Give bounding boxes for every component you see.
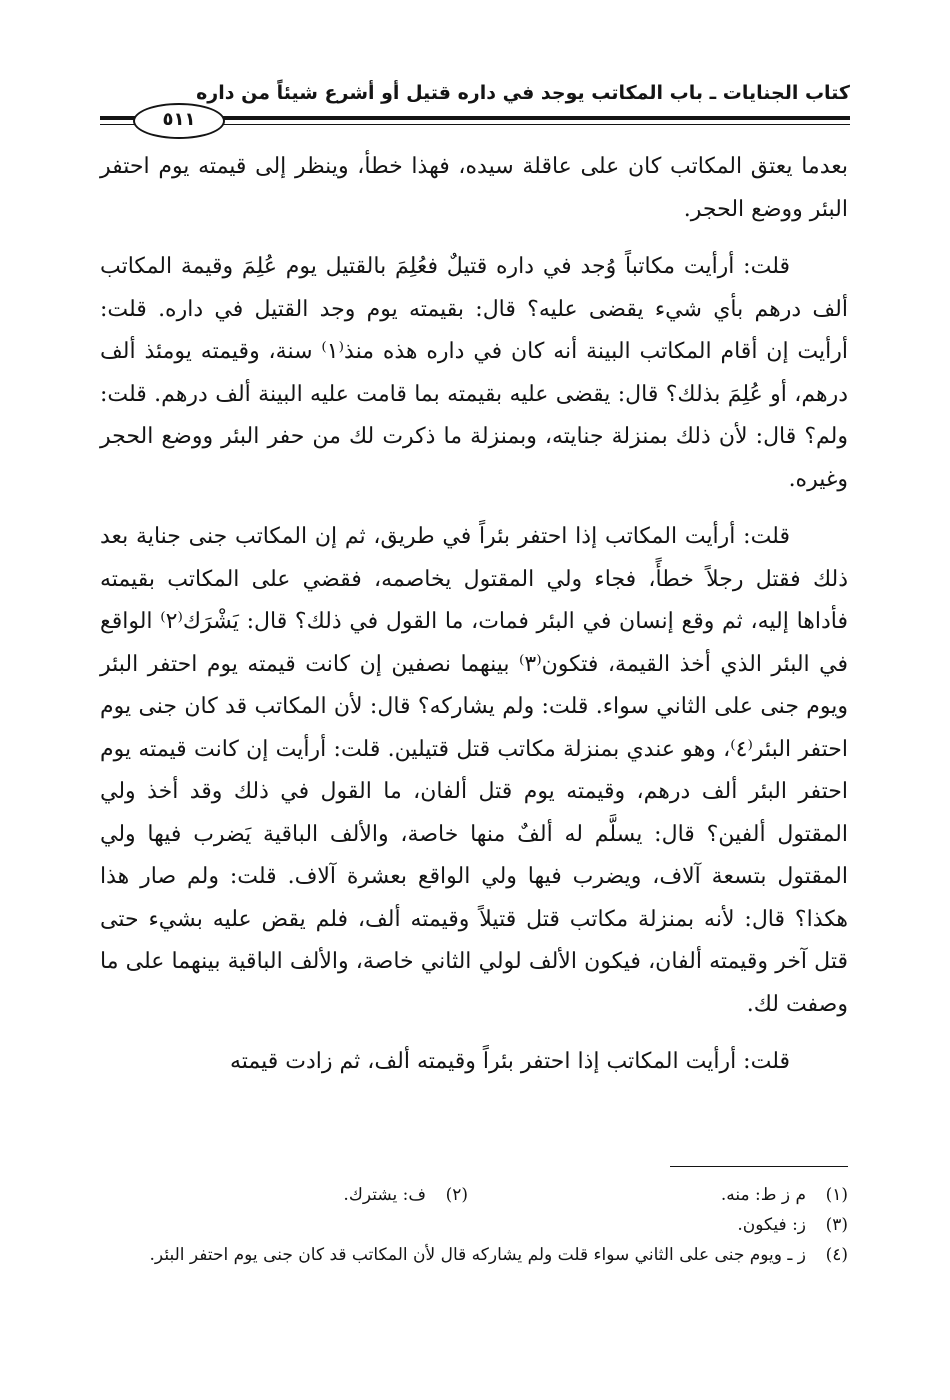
footnote-row <box>100 1180 848 1210</box>
footnote-number: (٤) <box>825 1245 848 1265</box>
footnote-number: (٢) <box>445 1185 468 1205</box>
paragraph: قلت: أرأيت المكاتب إذا احتفر بئراً في طريق، ثم إن المكاتب جنى جناية بعد ذلك فقتل رجلاً خطأً، فجاء ولي المقتول يخاصمه، فقضي على المكاتب بقيمته فأداها إليه، ثم وقع إنسان في البئر فمات، ما القول في ذلك؟ قال: يَشْرَك⁽٢⁾ الواقع في البئر الذي أخذ القيمة، فتكون⁽٣⁾ بينهما نصفين إن كانت قيمته يوم احتفر البئر ويوم جنى على الثاني سواء. قلت: ولم يشاركه؟ قال: لأن المكاتب قد كان جنى يوم احتفر البئر⁽٤⁾، وهو عندي بمنزلة مكاتب قتل قتيلين. قلت: أرأيت إن كانت قيمته يوم احتفر البئر ألف درهم، وقيمته يوم قتل ألفان، ما القول في ذلك وقد أخذ ولي المقتول ألفين؟ قال: يسلَّم له ألفٌ منها خاصة، والألف الباقية يَضرب فيها ولي المقتول بتسعة آلاف، ويضرب فيها ولي الواقع بعشرة آلاف. قلت: ولم صار هذا هكذا؟ قال: لأنه بمنزلة مكاتب قتل قتيلاً وقيمته ألف، فلم يقض عليه بشيء حتى قتل آخر وقيمته ألفان، فيكون الألف لولي الثاني خاصة، والألف الباقية بينهما على ما وصفت لك. <box>100 524 848 1017</box>
footnote-number: (٣) <box>825 1215 848 1235</box>
footnote-3 <box>100 1210 848 1240</box>
footnote-number: (١) <box>825 1185 848 1205</box>
footnote-text: ز: فيكون. <box>737 1215 806 1235</box>
footnote-text: ز ـ ويوم جنى على الثاني سواء قلت ولم يشاركه قال لأن المكاتب قد كان جنى يوم احتفر البئر. <box>149 1245 806 1265</box>
footnote-1 <box>468 1180 848 1210</box>
page-number: ٥١١ <box>133 103 225 139</box>
footnotes <box>100 1180 848 1270</box>
main-text <box>100 146 848 1084</box>
paragraph: قلت: أرأيت المكاتب إذا احتفر بئراً وقيمته ألف، ثم زادت قيمته <box>229 1049 790 1074</box>
running-head: كتاب الجنايات ـ باب المكاتب يوجد في داره قتيل أو أشرع شيئاً من داره <box>196 82 850 104</box>
footnote-text: م ز ط: منه. <box>720 1185 806 1205</box>
paragraph-continuation: بعدما يعتق المكاتب كان على عاقلة سيده، فهذا خطأ، وينظر إلى قيمته يوم احتفر البئر ووضع الحجر. <box>100 154 848 222</box>
paragraph: قلت: أرأيت مكاتباً وُجد في داره قتيلٌ فعُلِمَ بالقتيل يوم عُلِمَ وقيمة المكاتب ألف درهم بأي شيء يقضى عليه؟ قال: بقيمته يوم وجد القتيل في داره. قلت: أرأيت إن أقام المكاتب البينة أنه كان في داره هذه منذ⁽١⁾ سنة، وقيمته يومئذ ألف درهم، أو عُلِمَ بذلك؟ قال: يقضى عليه بقيمته بما قامت عليه البينة ألف درهم. قلت: ولم؟ قال: لأن ذلك بمنزلة جنايته، وبمنزلة ما ذكرت لك من حفر البئر ووضع الحجر وغيره. <box>100 254 848 492</box>
footnote-2 <box>343 1180 468 1210</box>
footnote-separator <box>670 1166 848 1167</box>
footnote-4 <box>100 1240 848 1270</box>
footnote-text: ف: يشترك. <box>343 1185 426 1205</box>
